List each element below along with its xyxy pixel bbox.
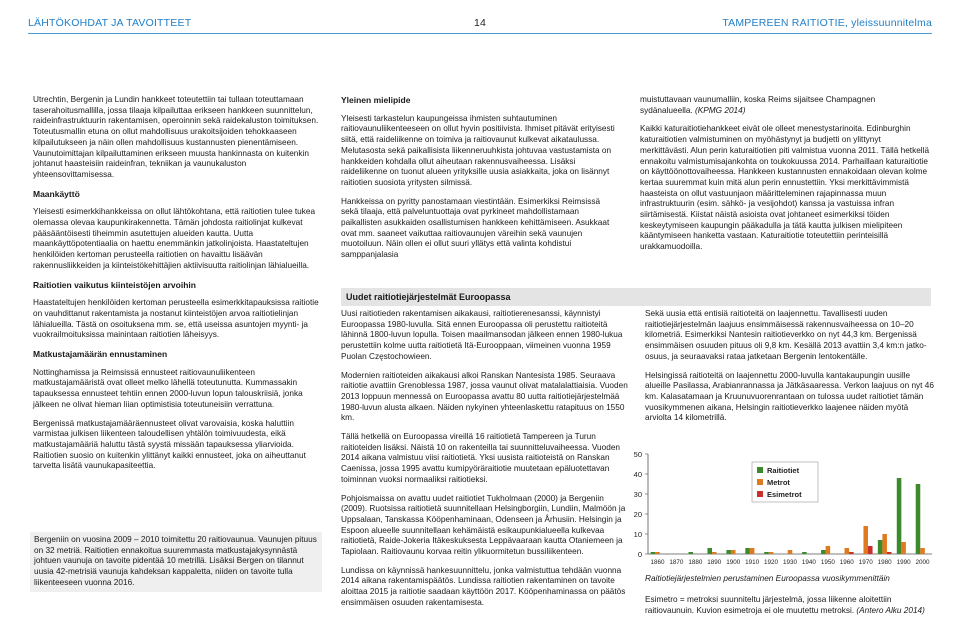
page-header	[28, 13, 932, 34]
y-tick-label: 0	[637, 550, 642, 559]
info-box-bergen	[30, 532, 322, 592]
bar-raitiotiet	[726, 550, 731, 554]
column-right	[640, 95, 930, 261]
document-title: TAMPEREEN RAITIOTIE, yleissuunnitelma	[722, 17, 932, 29]
paragraph: Tällä hetkellä on Euroopassa vireillä 16 raitiotietä Tampereen ja Turun raitioteiden lisäksi. Näistä 10 on rakenteilla tai suunnitteluvaiheessa. Vuoden 2014 aikana valmistuu viisi raitiotietä. Yksi uusista raitioteistä on Ranskan Caenissa, jossa 1995 avattu kumipyöräraitiotie muutetaan epäluotettavan toiminnan vuoksi normaaliksi raitiotieksi.	[341, 432, 620, 484]
paragraph	[640, 95, 930, 116]
bar-raitiotiet	[707, 548, 712, 554]
x-tick-label: 1950	[820, 559, 835, 566]
bar-esimetrot	[868, 546, 873, 554]
x-tick-label: 1930	[782, 559, 798, 566]
chart-caption: Raitiotiejärjestelmien perustaminen Euroopassa vuosikymmenittäin	[645, 574, 890, 583]
paragraph: Utrechtin, Bergenin ja Lundin hankkeet toteutettiin tai tullaan toteuttamaan taserahoitusmallilla, jossa tilaaja kilpailuttaa erikseen hankkeen suunnittelun, raideinfrastruktuurin rakentamisen, operoinnin sekä raidekaluston toimituksen. Toteutusmallin etuna on ollut mahdollisuus urakoitsijoiden tehokkaaseen kilpailutukseen ja näin ollen mahdollisuus kustannusten pienentämiseen. Vaunutoimittajan kilpailuttaminen erikseen muusta hankinnasta on kuitenkin johtanut haasteisiin raideinfran, tekniikan ja vaunukaluston yhteensovittamisessa.	[33, 95, 319, 179]
paragraph: Sekä uusia että entisiä raitioteitä on laajennettu. Tavallisesti uuden raitiotiejärjestelmän laajuus ensimmäisessä rakennusvaiheessa on 10–20 kilometriä. Esimerkiksi Nantesin raitiotieverkko on nyt 44,3 km. Bergenissä ensimmäisen osuuden pituus oli 9,8 km. Kesällä 2013 avattiin 3,4 km:n jatko-osuus, ja seuraavaksi rataa jatketaan Bergenin lentokentälle.	[645, 309, 927, 361]
paragraph: Pohjoismaissa on avattu uudet raitiotiet Tukholmaan (2000) ja Bergeniin (2009). Ruotsissa raitiotietä suunnitellaan Helsingborgiin, Lundiin, Malmöön ja Uppsalaan, Tanskassa Kööpenhaminaan, Odenseen ja Århusiin. Helsingin ja Espoon alueelle suunnitellaan kehämäistä esikaupunkialueella kulkevaa raitiotietä, Raide-Jokeria Itäkeskuksesta Leppävaaraan kautta Otaniemeen ja Tapiolaan. Raitiovaunu korvaa reitin ylikuormitetun bussiliikenteen.	[341, 493, 626, 557]
column-left	[33, 95, 320, 480]
heading-maankaytto: Maankäyttö	[33, 188, 80, 199]
bar-raitiotiet	[802, 552, 807, 554]
note-text: Esimetro = metroksi suunniteltu järjestelmä, jossa liikenne aloitettiin raitiovaunuin. Kuvion esimetroja ei ole muutettu metroksi.	[645, 595, 892, 615]
bar-metrot	[845, 548, 850, 554]
bar-metrot	[863, 526, 868, 554]
bar-metrot	[769, 552, 774, 554]
bar-raitiotiet	[878, 540, 883, 554]
legend-label: Raitiotiet	[767, 466, 800, 475]
bar-chart	[620, 448, 940, 578]
bar-metrot	[655, 552, 660, 554]
legend-label: Metrot	[767, 478, 790, 487]
bar-metrot	[882, 534, 887, 554]
x-tick-label: 1960	[839, 559, 854, 566]
bar-raitiotiet	[821, 550, 826, 554]
chart-note	[645, 595, 935, 616]
bar-metrot	[731, 550, 736, 554]
paragraph: Hankkeissa on pyritty panostamaan viestintään. Esimerkiksi Reimsissä sekä tilaaja, että palveluntuottaja ovat pyrkineet mahdollistamaan paikallisten asukkaiden osallistumisen hankkeen kehittämiseen. Asukkaat ovat mm. saaneet vaikuttaa raitiovaunujen väreihin sekä vaunujen muotoiluun. Näin ollen ei ollut suuri yllätys että valinta kohdistui samppanjalasia	[341, 196, 610, 260]
y-tick-label: 50	[633, 450, 642, 459]
x-tick-label: 1940	[801, 559, 816, 566]
section-title: LÄHTÖKOHDAT JA TAVOITTEET	[28, 17, 192, 29]
bar-metrot	[788, 550, 793, 554]
paragraph: Nottinghamissa ja Reimsissä ennusteet raitiovaunuliikenteen matkustajamääristä ovat olleet melko lähellä toteutunutta. Kummassakin tapauksessa ennusteet tehtiin ennen 2000-luvun lopun talouskriisiä, jonka jälkeen ne olivat hieman liian optimistisia toteutuneisiin verrattuna.	[33, 367, 303, 409]
paragraph: Bergenissä matkustajamääräennusteet olivat varovaisia, koska haluttiin varmistaa julkisen liikenteen taloudellisen yhtälön toimivuudesta, eikä matkustajamääriä haluttu tästä syystä missään tapauksessa yliarvioida. Raitiotien suosio on kuitenkin ylittänyt kaikki ennusteet, joka on aiheuttanut tarvetta lisätä vaunukapasiteettia.	[33, 418, 306, 471]
box-text-right	[645, 309, 935, 432]
box-paragraph: Bergeniin on vuosina 2009 – 2010 toimitettu 20 raitiovaunua. Vaunujen pituus on 32 metriä. Raitiotien ennakoitua suuremmasta matkustajakysynnästä johtuen vaunuja on tavoite pidentää 10 metrillä. Lisäksi Bergen on tilannut uusia 42-metrisiä vaunuja kahdeksan kappaletta, niiden on tavoite tulla liikenteeseen vuonna 2016.	[34, 535, 317, 587]
y-tick-label: 30	[633, 490, 642, 499]
bar-raitiotiet	[689, 552, 694, 554]
x-tick-label: 1990	[896, 559, 911, 566]
x-tick-label: 1910	[745, 559, 760, 566]
paragraph: Modernien raitioteiden aikakausi alkoi Ranskan Nantesista 1985. Seuraava raitiotie avattiin Grenoblessa 1987, jossa vaunut olivat matalalattiaisia. Vuoden 2013 loppuun mennessä on Euroopassa avattu 80 uutta raitiotiejärjestelmää 1980-luvun alusta alkaen. Näiden nykyinen yhteenlaskettu ratapituus on 1550 km.	[341, 370, 628, 423]
bar-raitiotiet	[764, 552, 769, 554]
legend-swatch	[757, 491, 763, 497]
x-tick-label: 1980	[877, 559, 892, 566]
citation: (KPMG 2014)	[695, 105, 746, 115]
citation: (Antero Alku 2014)	[856, 605, 925, 615]
y-tick-label: 40	[633, 470, 642, 479]
x-tick-label: 1870	[669, 559, 684, 566]
heading-yleinen-mielipide: Yleinen mielipide	[341, 95, 411, 105]
x-tick-label: 1970	[858, 559, 873, 566]
box-text-left	[341, 309, 631, 617]
bar-metrot	[826, 546, 831, 554]
paragraph: Uusi raitiotieden rakentamisen aikakausi, raitiotierenesanssi, käynnistyi Euroopassa 1980-luvulla. Sitä ennen Euroopassa oli perustettu raitioteitä lähinnä 1800-luvun lopulla. Toisen maailmansodan jälkeen ennen 1980-lukua perustettiin kolme uutta raitiotietä Itä-Eurooppaan, viimeinen vuonna 1959 Puolan Częstochowieen.	[341, 309, 623, 361]
bar-raitiotiet	[651, 552, 656, 554]
x-tick-label: 1920	[764, 559, 779, 566]
bar-metrot	[750, 548, 755, 554]
bar-esimetrot	[887, 552, 892, 554]
x-tick-label: 1860	[650, 559, 665, 566]
paragraph: Kaikki katuraitiotiehankkeet eivät ole olleet menestystarinoita. Edinburghin katuraitiotien valmistuminen on myöhästynyt ja budjetti on ylittynyt merkittävästi. Alun perin katuraitiotien piti valmistua vuonna 2011. Tällä hetkellä ennakoitu valmistumisajankohta on toukokuussa 2014. Parhaillaan katuraitiotie on käyttöönottovaiheessa. Hankkeen kustannusten ennakoidaan olevan kolme kertaa suuremmat kuin mitä alun perin ennustettiin. Yksi merkittävimmistä haasteista on ollut vastuunjaon määritteleminen rajapinnassa muun infrastruktuurin (esim. sähkö- ja vesijohdot) kanssa ja vastuissa infran siirtämisestä. Kiistat näistä asioista ovat johtaneet esimerkiksi töiden keskeytymiseen kaupungin pääkadulla ja tätä kautta julkisen mielipiteen kääntymiseen hanketta vastaan. Katuraitiotie toteutettiin perinteisillä urakkamuodoilla.	[640, 124, 930, 252]
legend-swatch	[757, 479, 763, 485]
page-number: 14	[473, 17, 487, 29]
y-tick-label: 20	[633, 510, 642, 519]
x-tick-label: 1880	[688, 559, 703, 566]
bar-esimetrot	[849, 552, 854, 554]
paragraph: Yleisesti esimerkkihankkeissa on ollut lähtökohtana, että raitiotien tulee tukea olemassa olevaa kaupunkirakennetta. Tämän johdosta raitiolinjat kulkevat pääsääntöisesti tiheimmin asutettujen alueiden kautta. Uutta maankäyttöpotentiaalia on haettu enemmänkin jatkolinjoista. Haastateltujen henkilöiden kertoman perusteella raitiotien on havaittu lisäävän rakennusliikkeiden ja kiinteistökehittäjien aktiivisuutta raitiolinjan lähialueilla.	[33, 207, 316, 270]
bar-raitiotiet	[897, 478, 902, 554]
paragraph: Helsingissä raitioteitä on laajennettu 2000-luvulla kantakaupungin uusille alueille Pasilassa, Arabianrannassa ja Jätkäsaaressa. Verkon laajuus on nyt 46 km. Kalasatamaan ja Kruunuvuorenrantaan on tulossa uudet raitiotiet tämän vuosikymmenen aikana, Helsingin raitiotieverkko laajenee näiden myötä arviolta 14 kilometrillä.	[645, 370, 934, 423]
bar-raitiotiet	[745, 548, 750, 554]
y-tick-label: 10	[633, 530, 642, 539]
x-tick-label: 1900	[726, 559, 741, 566]
x-tick-label: 1890	[707, 559, 722, 566]
heading-kiinteistojen-arvot: Raitiotien vaikutus kiinteistöjen arvoihin	[33, 279, 196, 290]
paragraph-text: muistuttavaan vaunumalliin, koska Reims sijaitsee Champagnen sydänalueella.	[640, 95, 876, 115]
paragraph: Yleisesti tarkastelun kaupungeissa ihmisten suhtautuminen raitiovaunuliikenteeseen on ollut hyvin positiivista. Ihmiset pitävät erityisesti siitä, että raideliikenne on toimiva ja raitiovaunut kulkevat aikataulussa. Melutasosta sekä paikallisista liikenneruuhkista johtuvaa vastustamista on hankkeiden kohdalla ollut aiheutaan rakennusvaiheessa. Lisäksi raideliikenne on tuonut alueen yrityksille uusia asiakkaita, joka on lisännyt raitiotien suosiota yritysten silmissä.	[341, 113, 615, 187]
bar-raitiotiet	[916, 484, 921, 554]
x-tick-label: 2000	[915, 559, 930, 566]
legend-label: Esimetrot	[767, 490, 802, 499]
paragraph: Lundissa on käynnissä hankesuunnittelu, jonka valmistuttua tehdään vuonna 2014 aikana rakentamispäätös. Lundissa raitiotien rakentaminen on tavoite aloittaa 2015 ja raitiotie saadaan käyttöön 2017. Kööpenhaminassa on päätös ensimmäisen osuuden rakentamisesta.	[341, 565, 626, 607]
heading-matkustajamaara: Matkustajamäärän ennustaminen	[33, 349, 168, 360]
bar-metrot	[920, 548, 925, 554]
paragraph: Haastateltujen henkilöiden kertoman perusteella esimerkkitapauksissa raitiotie on vauhdittanut rakentamista ja nostanut kiinteistöjen arvoa raitiotielinjan lähialueilla. Tästä on osoituksena mm. se, että useissa asuntojen myynti- ja vuokrailmoituksissa mainintaan raitiotien läheisyys.	[33, 298, 319, 340]
box-title: Uudet raitiotiejärjestelmät Euroopassa	[341, 288, 931, 306]
column-middle	[341, 95, 619, 269]
bar-metrot	[712, 552, 717, 554]
bar-metrot	[901, 542, 906, 554]
legend-swatch	[757, 467, 763, 473]
